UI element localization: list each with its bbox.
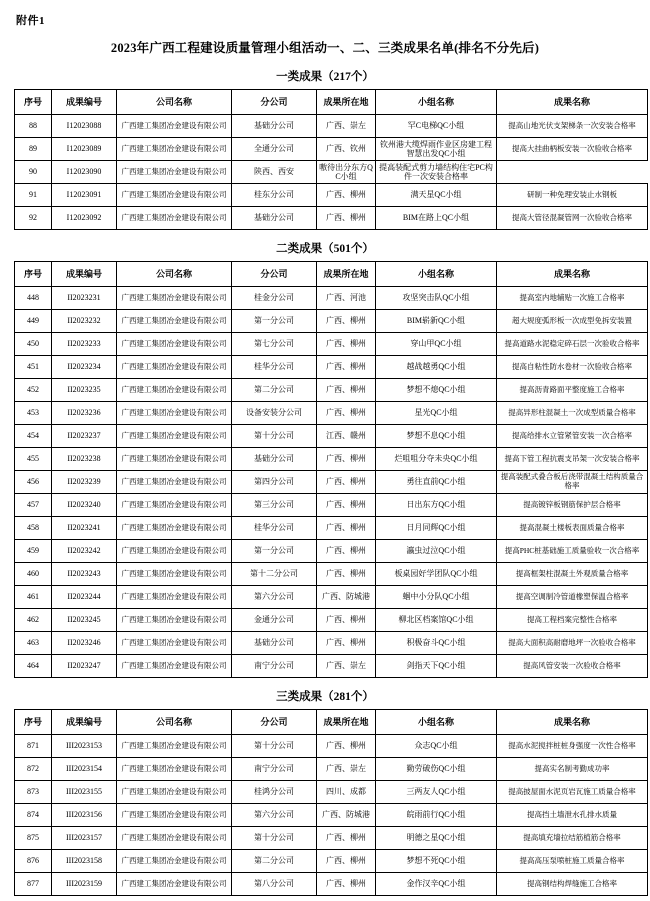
table-cell: 451 (15, 356, 52, 379)
table-cell: 广西建工集团冶金建设有限公司 (117, 425, 232, 448)
table-row (15, 540, 648, 563)
table-cell: 提高混凝土楼板表面质量合格率 (497, 517, 648, 540)
table-cell: II2023237 (52, 425, 117, 448)
table-cell: 877 (15, 873, 52, 896)
table-cell: 提高披屋面水泥页岩瓦施工质量合格率 (497, 781, 648, 804)
table-cell: 广西、柳州 (317, 563, 376, 586)
table-cell: II2023238 (52, 448, 117, 471)
table-cell: 91 (15, 184, 52, 207)
table-cell: 提高装配式叠合板后浇带混凝土结构质量合格率 (497, 471, 648, 494)
column-header: 成果名称 (497, 90, 648, 115)
table-cell: 广西、柳州 (317, 356, 376, 379)
table-cell: 广西、柳州 (317, 873, 376, 896)
table-cell: 广西、防城港 (317, 586, 376, 609)
table-cell: 广西建工集团冶金建设有限公司 (117, 735, 232, 758)
section-title: 二类成果（501个） (276, 243, 374, 255)
table-cell: 金作汉辛QC小组 (376, 873, 497, 896)
table-cell: 广西、柳州 (317, 494, 376, 517)
table-cell: 广西、柳州 (317, 333, 376, 356)
table-cell: II2023245 (52, 609, 117, 632)
table-cell: 广西建工集团冶金建设有限公司 (117, 804, 232, 827)
column-header: 序号 (15, 90, 52, 115)
table-row (15, 804, 648, 827)
table-cell: 积极奋斗QC小组 (376, 632, 497, 655)
table-cell: 876 (15, 850, 52, 873)
table-row (15, 873, 648, 896)
table-cell: 剑指天下QC小组 (376, 655, 497, 678)
table-cell: 全通分公司 (232, 138, 317, 161)
table-cell: 罕C电梯QC小组 (376, 115, 497, 138)
table-cell: 广西建工集团冶金建设有限公司 (117, 563, 232, 586)
table-cell: 第二分公司 (232, 850, 317, 873)
table-cell: 梦想不熄QC小组 (376, 379, 497, 402)
table-cell: 广西、柳州 (317, 540, 376, 563)
table-cell: III2023158 (52, 850, 117, 873)
table-cell: 广西建工集团冶金建设有限公司 (117, 402, 232, 425)
table-cell: 提高水泥搅拌桩桩身强度一次性合格率 (497, 735, 648, 758)
table-cell: 88 (15, 115, 52, 138)
table-cell: 提高道路水泥稳定碎石层一次验收合格率 (497, 333, 648, 356)
table-cell: 第十二分公司 (232, 563, 317, 586)
table-cell: I12023091 (52, 184, 117, 207)
column-header: 公司名称 (117, 262, 232, 287)
table-cell: 勤劳破伤QC小组 (376, 758, 497, 781)
column-header: 分公司 (232, 262, 317, 287)
table-header-row (15, 90, 648, 115)
table-cell: 873 (15, 781, 52, 804)
table-cell: 广西建工集团冶金建设有限公司 (117, 207, 232, 230)
table-cell: 基础分公司 (232, 207, 317, 230)
table-cell: 广西建工集团冶金建设有限公司 (117, 471, 232, 494)
table-cell: 广西建工集团冶金建设有限公司 (117, 873, 232, 896)
table-cell: 广西建工集团冶金建设有限公司 (117, 115, 232, 138)
column-header: 成果编号 (52, 710, 117, 735)
table-cell: 广西建工集团冶金建设有限公司 (117, 827, 232, 850)
table-row (15, 138, 648, 161)
table-cell: 875 (15, 827, 52, 850)
table-row (15, 517, 648, 540)
table-cell: 提高大面积高耐磨地坪一次验收合格率 (497, 632, 648, 655)
table-cell: 提高空调制冷管道橡塑保温合格率 (497, 586, 648, 609)
table-cell: I12023088 (52, 115, 117, 138)
table-cell: 广西、柳州 (317, 402, 376, 425)
table-cell: 462 (15, 609, 52, 632)
table-cell: 提高山地光伏支架梯条一次安装合格率 (497, 115, 648, 138)
table-cell: II2023239 (52, 471, 117, 494)
results-table (14, 89, 648, 230)
table-row (15, 356, 648, 379)
table-row (15, 735, 648, 758)
result-section (14, 240, 644, 678)
table-cell: 明德之星QC小组 (376, 827, 497, 850)
table-cell: 广西建工集团冶金建设有限公司 (117, 609, 232, 632)
table-cell: 瀛虫过泣QC小组 (376, 540, 497, 563)
table-cell: 板桌园好学团队QC小组 (376, 563, 497, 586)
table-cell: 研制一种免理安装止水钢板 (497, 184, 648, 207)
table-cell: III2023155 (52, 781, 117, 804)
table-cell: 广西建工集团冶金建设有限公司 (117, 333, 232, 356)
result-section (14, 68, 636, 230)
table-cell: 桂鸿分公司 (232, 781, 317, 804)
table-row (15, 609, 648, 632)
table-cell: 广西、柳州 (317, 609, 376, 632)
column-header: 分公司 (232, 710, 317, 735)
table-row (15, 827, 648, 850)
table-cell: 南宁分公司 (232, 655, 317, 678)
table-cell: 广西、柳州 (317, 379, 376, 402)
table-cell: 提高大管径混凝管网一次验收合格率 (497, 207, 648, 230)
table-cell: 458 (15, 517, 52, 540)
table-cell: 嗷待出分东方QC小组 (317, 161, 376, 184)
column-header: 分公司 (232, 90, 317, 115)
column-header: 成果名称 (497, 262, 648, 287)
table-cell: 广西建工集团冶金建设有限公司 (117, 517, 232, 540)
table-cell: 基础分公司 (232, 115, 317, 138)
table-cell: 日月同辉QC小组 (376, 517, 497, 540)
table-cell: 广西、柳州 (317, 827, 376, 850)
table-cell: 提高框架柱混凝土外观质量合格率 (497, 563, 648, 586)
table-row (15, 425, 648, 448)
table-row (15, 379, 648, 402)
column-header: 序号 (15, 710, 52, 735)
column-header: 小组名称 (376, 262, 497, 287)
results-table (14, 261, 648, 678)
table-cell: 三两友人QC小组 (376, 781, 497, 804)
table-cell: 广西建工集团冶金建设有限公司 (117, 586, 232, 609)
table-cell: 穿山甲QC小组 (376, 333, 497, 356)
table-cell: 广西建工集团冶金建设有限公司 (117, 287, 232, 310)
table-cell: 454 (15, 425, 52, 448)
table-cell: 第一分公司 (232, 540, 317, 563)
table-cell: 提高大挂曲柄板安装一次验收合格率 (497, 138, 648, 161)
table-cell: 广西、柳州 (317, 632, 376, 655)
table-row (15, 310, 648, 333)
column-header: 成果编号 (52, 262, 117, 287)
table-cell: 广西、河池 (317, 287, 376, 310)
column-header: 公司名称 (117, 90, 232, 115)
table-cell: 广西、柳州 (317, 310, 376, 333)
table-cell: 广西、崇左 (317, 758, 376, 781)
table-row (15, 161, 648, 184)
table-cell: 日出东方QC小组 (376, 494, 497, 517)
table-row (15, 207, 648, 230)
table-cell: 满天星QC小组 (376, 184, 497, 207)
table-cell: 提高下管工程抗震支吊架一次安装合格率 (497, 448, 648, 471)
table-cell: 广西建工集团冶金建设有限公司 (117, 310, 232, 333)
column-header: 成果编号 (52, 90, 117, 115)
table-cell: 桂东分公司 (232, 184, 317, 207)
table-cell: 江西、赣州 (317, 425, 376, 448)
table-cell: 第十分公司 (232, 827, 317, 850)
table-cell: 蝈中小分队QC小组 (376, 586, 497, 609)
table-row (15, 448, 648, 471)
table-cell: 桂华分公司 (232, 356, 317, 379)
table-cell: 桂华分公司 (232, 517, 317, 540)
column-header: 序号 (15, 262, 52, 287)
table-cell: 广西、崇左 (317, 655, 376, 678)
table-cell: 星光QC小组 (376, 402, 497, 425)
table-cell: II2023234 (52, 356, 117, 379)
table-cell: 勇往直前QC小组 (376, 471, 497, 494)
table-row (15, 402, 648, 425)
table-row (15, 333, 648, 356)
table-row (15, 781, 648, 804)
table-cell: 第十分公司 (232, 425, 317, 448)
table-cell: 广西建工集团冶金建设有限公司 (117, 161, 232, 184)
table-cell: 872 (15, 758, 52, 781)
table-header-row (15, 710, 648, 735)
table-header-row (15, 262, 648, 287)
table-cell: 广西、柳州 (317, 517, 376, 540)
table-cell: 广西建工集团冶金建设有限公司 (117, 138, 232, 161)
table-cell: 桂金分公司 (232, 287, 317, 310)
table-cell: 皖雨前行QC小组 (376, 804, 497, 827)
table-cell: 众志QC小组 (376, 735, 497, 758)
table-cell: 广西建工集团冶金建设有限公司 (117, 379, 232, 402)
table-cell: 广西、钦州 (317, 138, 376, 161)
table-cell: 广西、柳州 (317, 207, 376, 230)
table-cell: III2023156 (52, 804, 117, 827)
table-cell: 提高填充墙拉结筋植筋合格率 (497, 827, 648, 850)
column-header: 成果所在地 (317, 90, 376, 115)
table-cell: 基础分公司 (232, 632, 317, 655)
table-cell: 提高给排水立管紧管安装一次合格率 (497, 425, 648, 448)
table-cell: II2023244 (52, 586, 117, 609)
table-cell: 457 (15, 494, 52, 517)
table-cell: 金通分公司 (232, 609, 317, 632)
table-cell: III2023154 (52, 758, 117, 781)
table-cell: 92 (15, 207, 52, 230)
table-cell: 设备安装分公司 (232, 402, 317, 425)
table-cell: II2023242 (52, 540, 117, 563)
column-header: 小组名称 (376, 90, 497, 115)
table-cell: 第十分公司 (232, 735, 317, 758)
table-cell: 广西建工集团冶金建设有限公司 (117, 632, 232, 655)
attachment-label: 附件1 (16, 15, 45, 27)
table-cell: 460 (15, 563, 52, 586)
table-cell: II2023247 (52, 655, 117, 678)
table-cell: 提高异形柱混凝土一次成型质量合格率 (497, 402, 648, 425)
table-row (15, 471, 648, 494)
table-cell: 广西、崇左 (317, 115, 376, 138)
table-cell: BIM在路上QC小组 (376, 207, 497, 230)
table-cell: 453 (15, 402, 52, 425)
table-cell: III2023153 (52, 735, 117, 758)
table-cell: I12023092 (52, 207, 117, 230)
table-row (15, 115, 648, 138)
column-header: 小组名称 (376, 710, 497, 735)
table-cell: 456 (15, 471, 52, 494)
table-cell: 广西建工集团冶金建设有限公司 (117, 540, 232, 563)
table-row (15, 632, 648, 655)
table-cell: 广西建工集团冶金建设有限公司 (117, 184, 232, 207)
table-cell: 梦想不息QC小组 (376, 425, 497, 448)
table-cell: 攻坚突击队QC小组 (376, 287, 497, 310)
column-header: 成果名称 (497, 710, 648, 735)
table-cell: 提高钢结构焊缝施工合格率 (497, 873, 648, 896)
table-cell: 南宁分公司 (232, 758, 317, 781)
table-cell: I12023090 (52, 161, 117, 184)
table-cell: 提高镀锌板钢筋保护层合格率 (497, 494, 648, 517)
table-cell: 第六分公司 (232, 586, 317, 609)
column-header: 公司名称 (117, 710, 232, 735)
table-cell: II2023232 (52, 310, 117, 333)
table-cell: 874 (15, 804, 52, 827)
table-cell: BIM崭新QC小组 (376, 310, 497, 333)
table-cell: II2023231 (52, 287, 117, 310)
table-cell: II2023235 (52, 379, 117, 402)
table-cell: 提高自粘性防水卷材一次验收合格率 (497, 356, 648, 379)
table-cell: II2023243 (52, 563, 117, 586)
table-cell: III2023159 (52, 873, 117, 896)
table-cell: 464 (15, 655, 52, 678)
table-cell: 提高实名制考勤成功率 (497, 758, 648, 781)
table-cell: 第二分公司 (232, 379, 317, 402)
table-cell: 第七分公司 (232, 333, 317, 356)
table-cell: 89 (15, 138, 52, 161)
table-cell: 提高室内地辅贴一次施工合格率 (497, 287, 648, 310)
table-cell: 广西、柳州 (317, 850, 376, 873)
table-cell: 452 (15, 379, 52, 402)
table-cell: 广西建工集团冶金建设有限公司 (117, 758, 232, 781)
section-title: 三类成果（281个） (276, 691, 374, 703)
table-row (15, 655, 648, 678)
table-cell: 基础分公司 (232, 448, 317, 471)
table-row (15, 850, 648, 873)
table-cell: 第六分公司 (232, 804, 317, 827)
table-cell: 提高风管安装一次验收合格率 (497, 655, 648, 678)
table-cell: 提高沥青路面平整度施工合格率 (497, 379, 648, 402)
table-cell: II2023236 (52, 402, 117, 425)
table-cell: 871 (15, 735, 52, 758)
table-cell: 提高高压泵喷桩施工质量合格率 (497, 850, 648, 873)
table-cell: 超大规度弧形板一次成型免拆安装置 (497, 310, 648, 333)
table-cell: 提高PHC桩基础施工质量验收一次合格率 (497, 540, 648, 563)
table-cell: 四川、成都 (317, 781, 376, 804)
table-cell: II2023241 (52, 517, 117, 540)
table-cell: 提高挡土墙泄水孔排水质量 (497, 804, 648, 827)
table-cell: 广西建工集团冶金建设有限公司 (117, 655, 232, 678)
table-cell: 广西建工集团冶金建设有限公司 (117, 356, 232, 379)
table-row (15, 287, 648, 310)
table-cell: 提高工程档案完整性合格率 (497, 609, 648, 632)
table-cell: 449 (15, 310, 52, 333)
table-cell: 第四分公司 (232, 471, 317, 494)
table-cell: 广西、防城港 (317, 804, 376, 827)
table-cell: 459 (15, 540, 52, 563)
table-cell: 广西、柳州 (317, 184, 376, 207)
result-section (14, 688, 636, 896)
section-title: 一类成果（217个） (276, 71, 374, 83)
table-cell: 广西建工集团冶金建设有限公司 (117, 781, 232, 804)
results-table (14, 709, 648, 896)
table-cell: 越战越勇QC小组 (376, 356, 497, 379)
table-row (15, 184, 648, 207)
table-cell: 广西建工集团冶金建设有限公司 (117, 494, 232, 517)
table-row (15, 758, 648, 781)
table-cell: 广西、柳州 (317, 448, 376, 471)
table-cell: 448 (15, 287, 52, 310)
table-cell: II2023246 (52, 632, 117, 655)
table-cell: 提高装配式剪力墙结构住宅PC构件一次安装合格率 (376, 161, 497, 184)
table-cell: 陕西、西安 (232, 161, 317, 184)
sections-container (14, 68, 644, 896)
table-cell: 广西建工集团冶金建设有限公司 (117, 448, 232, 471)
page-title: 2023年广西工程建设质量管理小组活动一、二、三类成果名单(排名不分先后) (110, 41, 540, 55)
table-cell: 第三分公司 (232, 494, 317, 517)
table-cell: 钦州港大缆焊雨作业区房建工程智慧出发QC小组 (376, 138, 497, 161)
table-cell: 90 (15, 161, 52, 184)
table-cell: 广西建工集团冶金建设有限公司 (117, 850, 232, 873)
table-row (15, 586, 648, 609)
table-cell: 广西、柳州 (317, 471, 376, 494)
table-cell: II2023240 (52, 494, 117, 517)
table-cell: 梦想不死QC小组 (376, 850, 497, 873)
table-row (15, 494, 648, 517)
column-header: 成果所在地 (317, 710, 376, 735)
table-cell: 第一分公司 (232, 310, 317, 333)
table-cell: 463 (15, 632, 52, 655)
table-cell: I12023089 (52, 138, 117, 161)
table-cell: 第八分公司 (232, 873, 317, 896)
table-row (15, 563, 648, 586)
table-cell: 烂咀咀分夺未央QC小组 (376, 448, 497, 471)
column-header: 成果所在地 (317, 262, 376, 287)
table-cell: 461 (15, 586, 52, 609)
table-cell: 455 (15, 448, 52, 471)
table-cell: III2023157 (52, 827, 117, 850)
table-cell: 柳北区档案馆QC小组 (376, 609, 497, 632)
table-cell: 450 (15, 333, 52, 356)
table-cell: 广西、柳州 (317, 735, 376, 758)
table-cell: II2023233 (52, 333, 117, 356)
